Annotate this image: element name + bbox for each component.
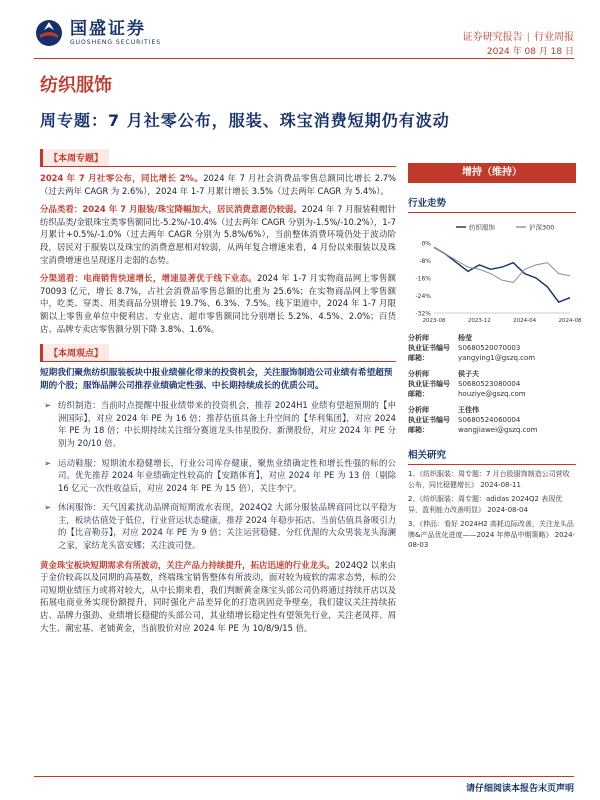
paragraph-retail — [40, 172, 396, 197]
paragraph-body: 2024 年 7 月社会消费品零售总额同比增长 2.7%（过去两年 CAGR 为 2.6%），2024 年 1-7 月累计增长 3.5%（过去两年 CAGR 为 5.4%）。 — [40, 173, 396, 196]
header-divider — [34, 58, 574, 59]
logo-text-cn: 国盛证券 — [70, 19, 146, 39]
paragraph-body: 2024 年 1-7 月实物商品网上零售额 70093 亿元，增长 8.7%，占社会消费品零售总额的比重为 25.6%；在实物商品网上零售额中，吃类、穿类、用类商品分别增长 19.7%、6.3%、7.5%。线下渠道中，2024 年 1-7 月限额以上零售业单位中便利店、专业店、超市零售额同比分别增长 5.2%、4.5%、2.0%；百货店、品牌专卖店零售额分别下降 3.8%、1.6%。 — [40, 273, 396, 334]
analyst-2 — [408, 369, 576, 399]
paragraph-body: 2024Q2 以来由于金价较高以及同期的高基数，终端珠宝销售整体有所波动，面对较为疲软的需求态势，标的公司短期业绩压力或将对较大，从中长期来看，我们判断黄金珠宝头部公司仍将通过持续开店以及拓展电商业务实现份额提升，同时强化产品差异化的打造巩固竞争壁垒，我们建议关注持续拓店、品牌力强劲、业绩增长稳健的头部公司，其业绩增长稳定性有望领先行业，关注老凤祥、周大生、潮宏基、老铺黄金，当前股价对应 2024 年 PE 为 10/8/9/15 倍。 — [40, 559, 396, 633]
email-label: 邮箱： — [408, 426, 429, 434]
bullet-icon: ➢ — [44, 457, 52, 468]
series-line — [434, 247, 570, 282]
cert-label: 执业证书编号 — [408, 416, 450, 424]
email-label: 邮箱： — [408, 354, 429, 362]
analyst-role: 分析师 — [408, 406, 429, 414]
logo — [34, 18, 161, 48]
related-item[interactable]: 3、《伸品：看好 2024H2 高耗边际改善，关注龙头品牌&产品优化进度——2024 年伸品中期策略》 2024-08-03 — [408, 520, 576, 549]
y-tick-label: 0% — [421, 240, 431, 248]
y-tick-label: -16% — [415, 275, 431, 283]
x-tick-label: 2023-08 — [422, 318, 446, 324]
cert-number: S0680520070003 — [458, 344, 521, 352]
report-date: 2024 年 08 月 18 日 — [486, 47, 574, 57]
sidebar — [408, 163, 582, 551]
guosheng-logo-icon — [34, 18, 64, 48]
paragraph-category — [40, 203, 396, 266]
footer-divider — [34, 776, 574, 777]
report-type-label: 证券研究报告 — [462, 32, 523, 43]
series-line — [434, 247, 570, 302]
related-item[interactable]: 1、《纺织服装：周专题：7 月台股服饰制造公司营收公布，同比稳健增长》 2024-08-11 — [408, 470, 570, 489]
industry-trend-chart — [408, 217, 582, 327]
x-tick-label: 2023-12 — [467, 318, 491, 324]
bullet-casual-wear — [40, 501, 396, 551]
bullet-text: 纺织制造：当前时点提醒中报业绩带来的投资机会，推荐 2024H1 业绩有望超预期的【申洲国际】，对应 2024 年 PE 为 16 倍；推荐估值具备上升空间的【华利集团】，对应 2024 年 PE 为 18 倍；中长期持续关注细分赛道龙头伟星股份、新澳股份，对应 2024 年 PE 分别为 20/10 倍。 — [58, 400, 396, 448]
email-address: houziye@gszq.com — [458, 390, 526, 398]
y-tick-label: -8% — [419, 258, 431, 265]
cert-label: 执业证书编号 — [408, 344, 450, 352]
analyst-role: 分析师 — [408, 370, 429, 378]
paragraph-lead: 2024 年 7 月社零公布，同比增长 2%。 — [40, 173, 204, 183]
email-address: wangjiawei@gszq.com — [458, 426, 538, 434]
paragraph-channel — [40, 272, 396, 335]
bullet-icon: ➢ — [44, 400, 52, 411]
industry-name: 纺织服饰 — [40, 75, 112, 96]
email-address: yangying1@gszq.com — [458, 354, 536, 362]
separator: | — [526, 32, 530, 43]
rating-badge: 增持（维持） — [408, 163, 576, 183]
x-tick-label: 2024-08 — [558, 318, 582, 324]
x-tick-label: 2024-04 — [513, 318, 537, 324]
analyst-3 — [408, 405, 576, 435]
y-tick-label: -32% — [415, 310, 431, 318]
report-subtype-label: 行业周报 — [534, 32, 574, 43]
report-type — [463, 28, 574, 43]
trend-chart-svg — [408, 217, 582, 327]
analyst-role: 分析师 — [408, 334, 429, 342]
section-tag-topic: 【本周专题】 — [40, 149, 109, 166]
section-tag-view: 【本周观点】 — [40, 344, 109, 361]
logo-text-en: GUOSHENG SECURITIES — [70, 39, 162, 46]
paragraph-jewelry — [40, 559, 396, 635]
y-tick-label: -24% — [415, 293, 431, 300]
report-title: 周专题：7 月社零公布，服装、珠宝消费短期仍有波动 — [40, 111, 450, 130]
paragraph-body: 2024 年 7 月服装鞋帽针纺织品类/金银珠宝类零售额同比-5.2%/-10.4%（过去两年 CAGR 分别为-1.5%/-10.2%），1-7 月累计+0.5%/-1.0%（过去两年 CAGR 分别为 5.8%/6%），当前整体消费环境仍处于波动阶段，居民对于服装以及珠宝的消费意愿相对较弱，从两年复合增速来看，4 月份以来服装以及珠宝消费增速也呈现逐月走弱的态势。 — [40, 204, 396, 265]
bullet-text: 休闲服饰：天气因素扰动品牌商短期流水表现，2024Q2 大部分服装品牌商同比以平稳为主，板块估值处于低位，行业营运状态健康，推荐 2024 年稳步拓店、当前估值具备吸引力的【比音勒芬】，对应 2024 年 PE 为 9 倍；关注运营稳健、分红优渥的大众男装龙头海澜之家，家纺龙头富安娜；关注波司登。 — [58, 502, 396, 551]
industry-trend-heading: 行业走势 — [408, 195, 576, 213]
bullet-text: 运动鞋服：短期流水稳健增长，行业公司库存健康，聚焦业绩确定性和增长性强的标的公司。优先推荐 2024 年业绩确定性较高的【安踏体育】，对应 2024 年 PE 为 13 倍（剔除 16 亿元一次性收益后，对应 2024 年 PE 为 15 倍），关注李宁。 — [58, 457, 396, 493]
analyst-name: 侯子夫 — [458, 370, 479, 378]
paragraph-lead: 分渠道看：电商销售快速增长，增速显著优于线下业态。 — [40, 273, 257, 284]
email-label: 邮箱： — [408, 390, 429, 398]
analyst-1 — [408, 333, 576, 363]
analyst-name: 杨莹 — [458, 334, 472, 342]
highlight-view: 短期我们聚焦纺织服装板块中报业绩催化带来的投资机会，关注服饰制造公司业绩有希望超预期的个股；服饰品牌公司推荐业绩确定性强、中长期持续成长的优质公司。 — [40, 368, 393, 392]
related-item[interactable]: 2、《纺织服装：周专题：adidas 2024Q2 表现优异，盈利能力改善明显》 2024-08-04 — [408, 495, 563, 514]
legend-label: 沪深300 — [529, 223, 555, 232]
cert-label: 执业证书编号 — [408, 380, 450, 388]
report-header — [0, 0, 600, 62]
related-research-heading: 相关研究 — [408, 447, 576, 465]
cert-number: S0680524060004 — [458, 416, 521, 424]
disclaimer-footer: 请仔细阅读本报告末页声明 — [465, 784, 574, 794]
bullet-textile-manufacturing — [40, 399, 396, 449]
main-column — [40, 146, 396, 640]
paragraph-lead: 分品类看：2024 年 7 月服装/珠宝降幅加大，居民消费意愿仍较弱。 — [40, 204, 302, 215]
bullet-icon: ➢ — [44, 502, 52, 513]
legend-label: 纺织服饰 — [469, 223, 495, 232]
paragraph-lead: 黄金珠宝板块短期需求有所波动，关注产品力持续提升，拓店迅速的行业龙头。 — [40, 559, 335, 570]
bullet-sportswear — [40, 457, 396, 495]
analyst-name: 王佳伟 — [458, 406, 479, 414]
cert-number: S0680523080004 — [458, 380, 521, 388]
